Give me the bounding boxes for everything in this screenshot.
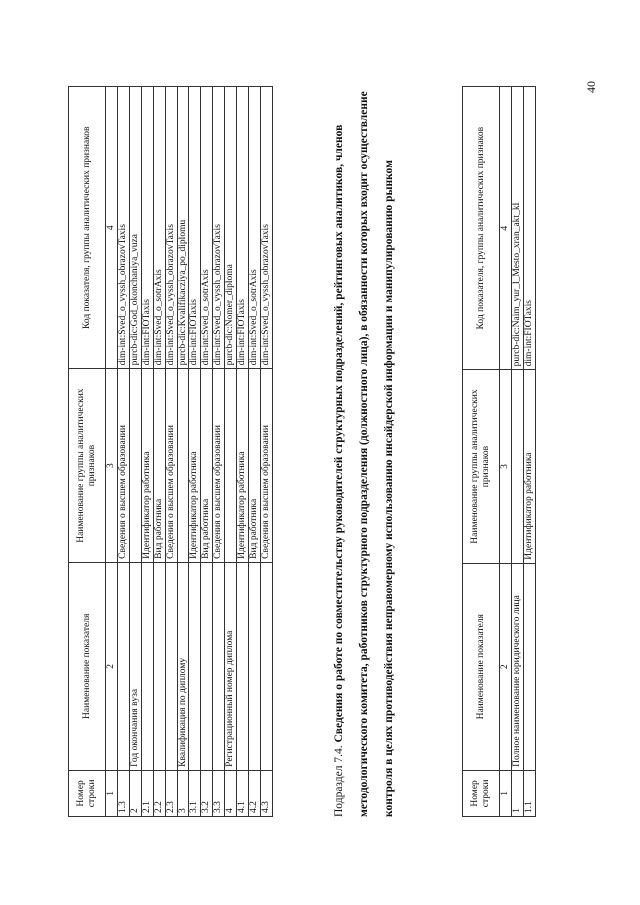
group-name-cell: Сведения о высшем образовании: [165, 369, 177, 562]
header-group-name: Наименование группы аналитических признаков: [463, 370, 500, 563]
indicator-name-cell: [260, 562, 272, 770]
table-row: [153, 87, 165, 817]
column-number: 4: [106, 87, 118, 369]
group-code-cell: dim-int:Sved_o_vyssh_obrazovTaxis: [165, 87, 177, 369]
indicator-name-cell: Полное наименование юридического лица: [511, 563, 523, 770]
indicator-name-cell: [201, 562, 213, 770]
group-name-cell: [129, 369, 141, 562]
row-number-cell: 4: [225, 770, 237, 816]
header-group-code: Код показателя, группы аналитических признаков: [463, 87, 500, 370]
header-group-name: Наименование группы аналитических признаков: [69, 369, 106, 562]
subsection-number: Подраздел 7.4.: [333, 745, 345, 817]
table-header-row: [463, 87, 500, 817]
row-number-cell: 3.3: [213, 770, 225, 816]
table-row: [117, 87, 129, 817]
group-code-cell: purcb-dic:Kvalifikacziya_po_diplomu: [177, 87, 189, 369]
row-number-cell: 2.1: [141, 770, 153, 816]
row-number-cell: 2.2: [153, 770, 165, 816]
group-name-cell: Идентификатор работника: [189, 369, 201, 562]
row-number-cell: 2.3: [165, 770, 177, 816]
table-row: [129, 87, 141, 817]
group-name-cell: Вид работника: [201, 369, 213, 562]
group-code-cell: dim-int:FIOTaxis: [523, 87, 535, 370]
table-row: [141, 87, 153, 817]
group-name-cell: Сведения о высшем образовании: [117, 369, 129, 562]
indicator-name-cell: [165, 562, 177, 770]
group-code-cell: dim-int:FIOTaxis: [189, 87, 201, 369]
page-number: 40: [584, 81, 598, 93]
column-number-row: [106, 87, 118, 817]
row-number-cell: 1.1: [523, 770, 535, 816]
table-row: [189, 87, 201, 817]
group-name-cell: Идентификатор работника: [523, 370, 535, 563]
column-number: 3: [106, 369, 118, 562]
group-code-cell: purcb-dic:God_okonchaniya_vuza: [129, 87, 141, 369]
indicator-name-cell: Год окончания вуза: [129, 562, 141, 770]
group-code-cell: dim-int:Sved_o_sotrAxis: [249, 87, 261, 369]
table-row: [213, 87, 225, 817]
row-number-cell: 4.3: [260, 770, 272, 816]
group-code-cell: dim-int:Sved_o_sotrAxis: [153, 87, 165, 369]
indicator-name-cell: [237, 562, 249, 770]
row-number-cell: 3.1: [189, 770, 201, 816]
column-number: 1: [500, 770, 512, 816]
subsection-title: Сведения о работе по совместительству руководителей структурных подразделений, рейтинговых аналитиков, членов методологического комитета, работников структурного подразделения (должностного лица), в обязанности которых входит осуществление контроля в целях противодействия неправомерному использованию инсайдерской информации и манипулированию рынком: [333, 91, 395, 817]
column-number: 3: [500, 370, 512, 563]
group-name-cell: Сведения о высшем образовании: [213, 369, 225, 562]
table-row: [523, 87, 535, 817]
column-number: 2: [106, 562, 118, 770]
group-name-cell: Идентификатор работника: [237, 369, 249, 562]
column-number: 2: [500, 563, 512, 770]
indicator-name-cell: [249, 562, 261, 770]
table-row: [237, 87, 249, 817]
indicator-name-cell: [153, 562, 165, 770]
group-code-cell: dim-int:Sved_o_sotrAxis: [201, 87, 213, 369]
indicator-name-cell: [189, 562, 201, 770]
group-name-cell: Сведения о высшем образовании: [260, 369, 272, 562]
table-row: [177, 87, 189, 817]
table-row: [511, 87, 523, 817]
header-row-number: Номер строки: [69, 770, 106, 816]
indicator-name-cell: [213, 562, 225, 770]
table-2-body: [511, 87, 535, 817]
group-name-cell: Вид работника: [249, 369, 261, 562]
row-number-cell: 4.2: [249, 770, 261, 816]
row-number-cell: 1: [511, 770, 523, 816]
subsection-heading: [327, 86, 402, 817]
row-number-cell: 2: [129, 770, 141, 816]
header-group-code: Код показателя, группы аналитических признаков: [69, 87, 106, 369]
group-name-cell: [177, 369, 189, 562]
table-1: [68, 86, 273, 817]
group-code-cell: dim-int:Sved_o_vyssh_obrazovTaxis: [117, 87, 129, 369]
group-name-cell: Вид работника: [153, 369, 165, 562]
indicator-name-cell: Регистрационный номер диплома: [225, 562, 237, 770]
indicator-name-cell: [523, 563, 535, 770]
header-indicator-name: Наименование показателя: [69, 562, 106, 770]
group-code-cell: dim-int:FIOTaxis: [141, 87, 153, 369]
table-1-body: [117, 87, 272, 817]
row-number-cell: 1.3: [117, 770, 129, 816]
header-row-number: Номер строки: [463, 770, 500, 816]
table-row: [165, 87, 177, 817]
group-name-cell: Идентификатор работника: [141, 369, 153, 562]
group-name-cell: [511, 370, 523, 563]
table-row: [201, 87, 213, 817]
row-number-cell: 4.1: [237, 770, 249, 816]
row-number-cell: 3.2: [201, 770, 213, 816]
column-number-row: [500, 87, 512, 817]
table-row: [260, 87, 272, 817]
indicator-name-cell: Квалификация по диплому: [177, 562, 189, 770]
indicator-name-cell: [117, 562, 129, 770]
group-code-cell: dim-int:Sved_o_vyssh_obrazovTaxis: [260, 87, 272, 369]
group-code-cell: purcb-dic:Naim_yur_l_Mesto_xran_akt_kl: [511, 87, 523, 370]
group-code-cell: dim-int:Sved_o_vyssh_obrazovTaxis: [213, 87, 225, 369]
column-number: 1: [106, 770, 118, 816]
indicator-name-cell: [141, 562, 153, 770]
table-row: [249, 87, 261, 817]
group-code-cell: dim-int:FIOTaxis: [237, 87, 249, 369]
row-number-cell: 3: [177, 770, 189, 816]
group-code-cell: purcb-dic:Nomer_diploma: [225, 87, 237, 369]
column-number: 4: [500, 87, 512, 370]
table-2: [462, 86, 536, 817]
header-indicator-name: Наименование показателя: [463, 563, 500, 770]
group-name-cell: [225, 369, 237, 562]
table-row: [225, 87, 237, 817]
table-header-row: [69, 87, 106, 817]
